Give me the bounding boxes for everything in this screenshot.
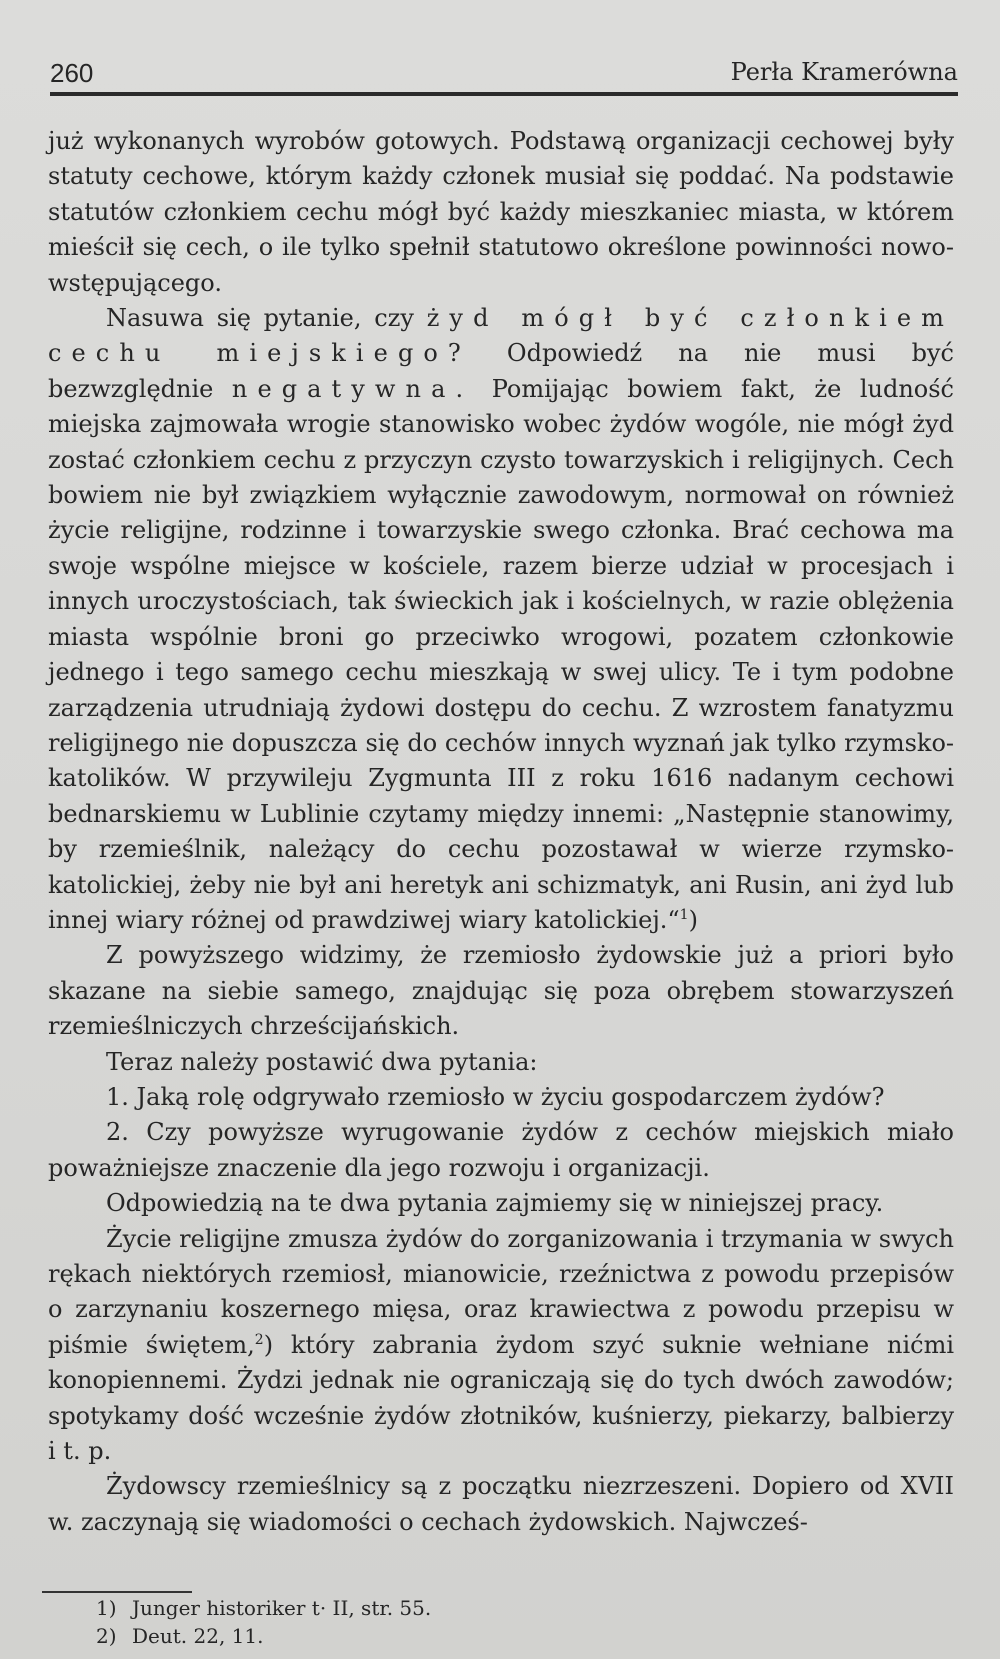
paragraph-4: Teraz należy postawić dwa pytania: xyxy=(106,1047,538,1076)
question-1: 1. Jaką rolę odgrywało rzemiosło w życiu gospodarczem żydów? xyxy=(106,1082,885,1111)
paragraph-2-answer: Odpowiedź na nie musi być bezwzględnie xyxy=(48,339,954,403)
paragraph-8-continued: ) który zabrania żydom szyć suknie wełniane nićmi konopiennemi. Żydzi jednak nie ograniczają się do tych dwóch zawodów; spotykamy dość wcześnie żydów złotników, kuśnierzy, piekarzy, balbierzy i t. p. xyxy=(48,1330,954,1466)
footnote-marker: 1) xyxy=(96,1596,117,1620)
emphasized-negative: negatywna. xyxy=(231,374,474,403)
emphasized-question: żyd mógł być członkiem cechu miejskiego? xyxy=(48,304,954,368)
footnote-2 xyxy=(96,1622,431,1650)
paragraph-3: Z powyższego widzimy, że rzemiosło żydowskie już a priori było skazane na siebie samego, znajdując się poza obrębem stowarzyszeń rzemieślniczych chrześcijańskich. xyxy=(48,941,954,1041)
paragraph-8-text: Życie religijne zmusza żydów do zorganizowania i trzymania w swych rękach niektórych rzemiosł, mianowicie, rzeźnictwa z powodu przepisów o zarzynaniu koszernego mięsa, oraz krawiectwa z powodu przepisu w piśmie świętem, xyxy=(48,1224,955,1359)
footnote-marker: 2) xyxy=(96,1624,117,1648)
running-header xyxy=(50,52,958,96)
page-number: 260 xyxy=(50,58,94,88)
footnote-ref-2[interactable]: 2 xyxy=(254,1331,264,1348)
footnote-text: Junger historiker t· II, str. 55. xyxy=(132,1596,432,1620)
paragraph-1: już wykonanych wyrobów gotowych. Podstawą organizacji cechowej były statuty cechowe, którym każdy członek musiał się poddać. Na podstawie statutów członkiem cechu mógł być każdy mieszkaniec miasta, w którem mieścił się cech, o ile tylko spełnił statutowo określone powinności nowo-wstępującego. xyxy=(48,127,954,297)
paragraph-7: Odpowiedzią na te dwa pytania zajmiemy się w niniejszej pracy. xyxy=(106,1189,884,1218)
main-text xyxy=(48,124,954,1540)
footnote-divider xyxy=(42,1591,192,1593)
footnotes xyxy=(96,1594,431,1650)
paragraph-2 xyxy=(48,301,954,938)
paragraph-9: Żydowscy rzemieślnicy są z początku niezrzeszeni. Dopiero od XVII w. zaczynają się wiadomości o cechach żydowskich. Najwcześ- xyxy=(48,1472,954,1536)
footnote-text: Deut. 22, 11. xyxy=(132,1624,264,1648)
footnote-1 xyxy=(96,1594,431,1622)
paragraph-8 xyxy=(48,1222,954,1470)
running-head-author: Perła Kramerówna xyxy=(730,58,958,86)
question-2: 2. Czy powyższe wyrugowanie żydów z cechów miejskich miało poważniejsze znaczenie dla jego rozwoju i organizacji. xyxy=(48,1118,954,1182)
footnote-ref-1-paren: ) xyxy=(688,905,698,934)
paragraph-2-lead: Nasuwa się pytanie, czy xyxy=(106,304,414,333)
paragraph-2-body: Pomijając bowiem fakt, że ludność miejska zajmowała wrogie stanowisko wobec żydów wogóle, nie mógł żyd zostać członkiem cechu z przyczyn czysto towarzyskich i religijnych. Cech bowiem nie był związkiem wyłącznie zawodowym, normował on również życie religijne, rodzinne i towarzyskie swego członka. Brać cechowa ma swoje wspólne miejsce w kościele, razem bierze udział w procesjach i innych uroczystościach, tak świeckich jak i kościelnych, w razie oblężenia miasta wspólnie broni go przeciwko wrogowi, pozatem członkowie jednego i tego samego cechu mieszkają w swej ulicy. Te i tym podobne zarządzenia utrudniają żydowi dostępu do cechu. Z wzrostem fanatyzmu religijnego nie dopuszcza się do cechów innych wyznań jak tylko rzymsko-katolików. W przywileju Zygmunta III z roku 1616 nadanym cechowi bednarskiemu w Lublinie czytamy między innemi: „Następnie stanowimy, by rzemieślnik, należący do cechu pozostawał w wierze rzymsko-katolickiej, żeby nie był ani heretyk ani schizmatyk, ani Rusin, ani żyd lub innej wiary różnej od prawdziwej wiary katolickiej.“ xyxy=(48,374,954,934)
footnote-ref-1[interactable]: 1 xyxy=(679,906,689,923)
